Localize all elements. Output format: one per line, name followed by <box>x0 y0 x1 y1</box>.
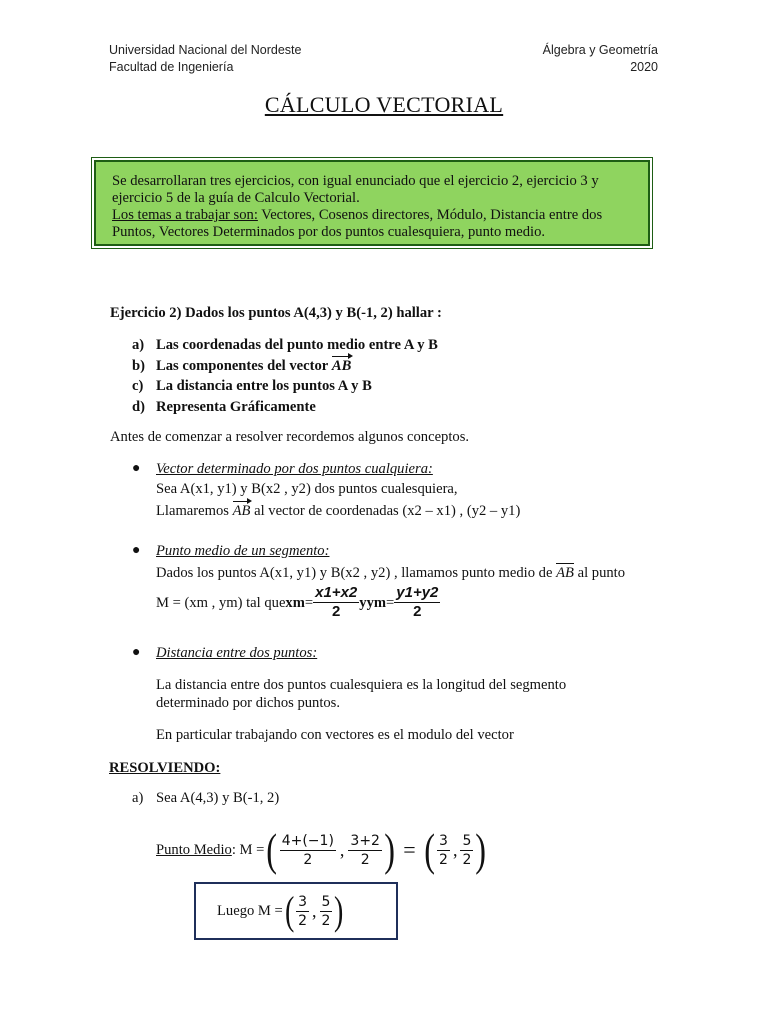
distance-heading: Distancia entre dos puntos: <box>156 645 318 661</box>
result-fraction-y: $\frac{5}{2}$ <box>462 832 472 868</box>
list-item: c) La distancia entre los puntos A y B <box>132 378 372 394</box>
list-item: a) Las coordenadas del punto medio entre A y B <box>132 337 438 353</box>
bullet-icon: ● <box>132 543 141 558</box>
list-item: d) Representa Gráficamente <box>132 398 316 415</box>
exercise-items <box>132 336 438 418</box>
topics-label: Los temas a trabajar son: <box>112 207 258 223</box>
vector-heading: Vector determinado por dos puntos cualquiera: <box>156 461 433 477</box>
university-name: Universidad Nacional del Nordeste <box>109 43 302 57</box>
year: 2020 <box>630 60 658 74</box>
midpoint-heading: Punto medio de un segmento: <box>156 543 330 559</box>
intro-text: Se desarrollaran tres ejercicios, con igual enunciado que el ejercicio 2, ejercicio 3 y ejercicio 5 de la guía de Calculo Vectorial. <box>112 173 599 206</box>
vector-ab: AB <box>331 357 352 374</box>
fraction-2: $\frac{3+2}{2}$ <box>350 832 380 868</box>
fraction-1: $\frac{4+(-1)}{2}$ <box>281 832 334 868</box>
exercise-statement: Ejercicio 2) Dados los puntos A(4,3) y B(-1, 2) hallar : <box>110 305 442 321</box>
intro-box <box>94 160 650 246</box>
bullet-icon: ● <box>132 461 141 476</box>
header-left <box>109 42 301 76</box>
midpoint-calculation: Punto Medio : M = ( $\frac{4+(-1)}{2}$ , $\frac{3+2}{2}$ ) = ( $\frac{3}{2}$ , $\frac{5}{2}$ ) <box>156 824 487 875</box>
page-title: CÁLCULO VECTORIAL <box>264 92 504 117</box>
distance-p1-line1: La distancia entre dos puntos cualesquiera es la longitud del segmento <box>156 677 567 693</box>
result-fraction-x: $\frac{3}{2}$ <box>439 832 448 868</box>
solving-item: a) Sea A(4,3) y B(-1, 2) <box>132 790 280 806</box>
list-item: b) Las componentes del vector AB <box>132 357 352 374</box>
distance-p1-line2: determinado por dichos puntos. <box>156 695 341 711</box>
vector-line2: Llamaremos AB al vector de coordenadas (x2 – x1) , (y2 – y1) <box>156 503 521 519</box>
solving-heading: RESOLVIENDO: <box>109 760 221 776</box>
bullet-icon: ● <box>132 645 141 660</box>
concepts-lead: Antes de comenzar a resolver recordemos algunos conceptos. <box>110 429 470 445</box>
midpoint-line1: Dados los puntos A(x1, y1) y B(x2 , y2) , llamamos punto medio de AB al punto <box>156 565 626 581</box>
topics-text: Vectores, Cosenos directores, Módulo, Distancia entre dos Puntos, Vectores Determinados por dos puntos cualesquiera, punto medio. <box>112 207 603 240</box>
result-line: Luego M = ( $\frac{3}{2}$ , $\frac{5}{2}$ ) <box>217 888 344 933</box>
course-name: Álgebra y Geometría <box>542 43 658 57</box>
vector-line1: Sea A(x1, y1) y B(x2 , y2) dos puntos cualesquiera, <box>156 481 458 497</box>
header-right <box>543 42 658 76</box>
ym-fraction: $\frac{y1+y2}{2}$ <box>396 584 439 620</box>
midpoint-line2: M = (xm , ym) tal que xm = $\frac{x1+x2}{2}$ y ym = $\frac{y1+y2}{2}$ <box>156 584 439 620</box>
distance-p2: En particular trabajando con vectores es el modulo del vector <box>156 727 514 743</box>
xm-fraction: $\frac{x1+x2}{2}$ <box>315 584 358 620</box>
faculty-name: Facultad de Ingeniería <box>109 60 234 74</box>
